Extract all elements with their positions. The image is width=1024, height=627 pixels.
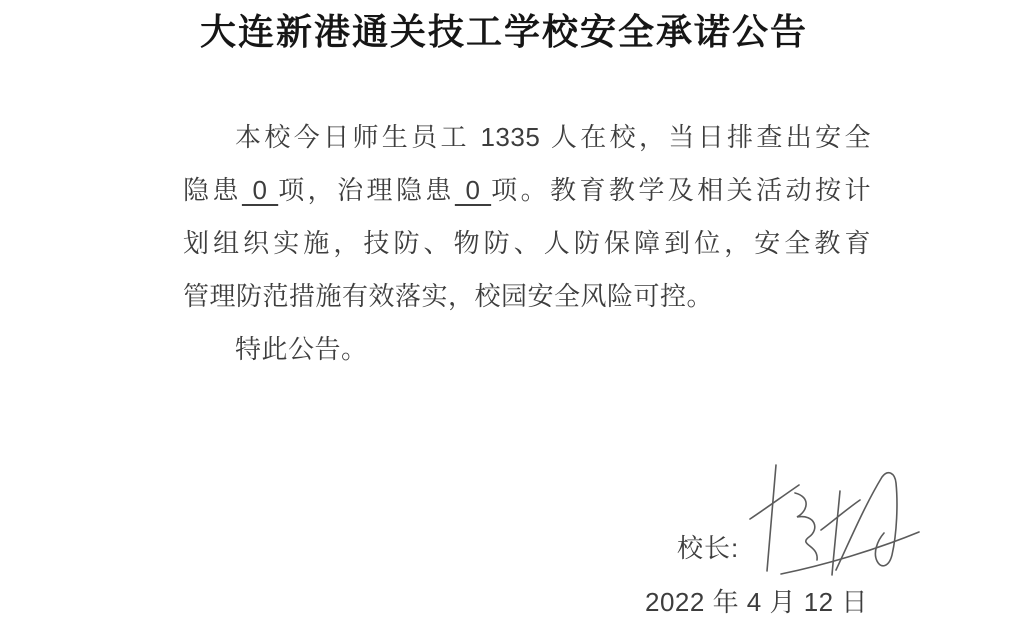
page-title: 大连新港通关技工学校安全承诺公告 [199, 11, 808, 52]
body-line-2-text-b: 项，治理隐患 [278, 175, 455, 205]
body-line-2-text-c: 项。教育教学及相关活动按计 [491, 175, 871, 205]
body-line-4: 管理防范措施有效落实，校园安全风险可控。 [183, 281, 714, 311]
body-line-1: 本校今日师生员工 1335 人在校，当日排查出安全 [235, 122, 871, 152]
signature-stroke [795, 493, 817, 560]
principal-signature-handwriting [705, 433, 925, 593]
closing-statement: 特此公告。 [235, 334, 368, 364]
body-line-2-text-a: 隐患 [183, 175, 242, 205]
hazards-found-value: 0 [241, 175, 279, 205]
signature-stroke [821, 500, 860, 530]
body-line-3: 划组织实施，技防、物防、人防保障到位，安全教育 [183, 228, 871, 258]
body-line-2 [183, 164, 871, 217]
hazards-resolved-value: 0 [454, 175, 492, 205]
announcement-body [183, 111, 871, 376]
signature-stroke [836, 473, 897, 570]
principal-label: 校长: [677, 533, 740, 563]
signature-stroke [767, 465, 776, 571]
document-date: 2022 年 4 月 12 日 [645, 587, 868, 617]
